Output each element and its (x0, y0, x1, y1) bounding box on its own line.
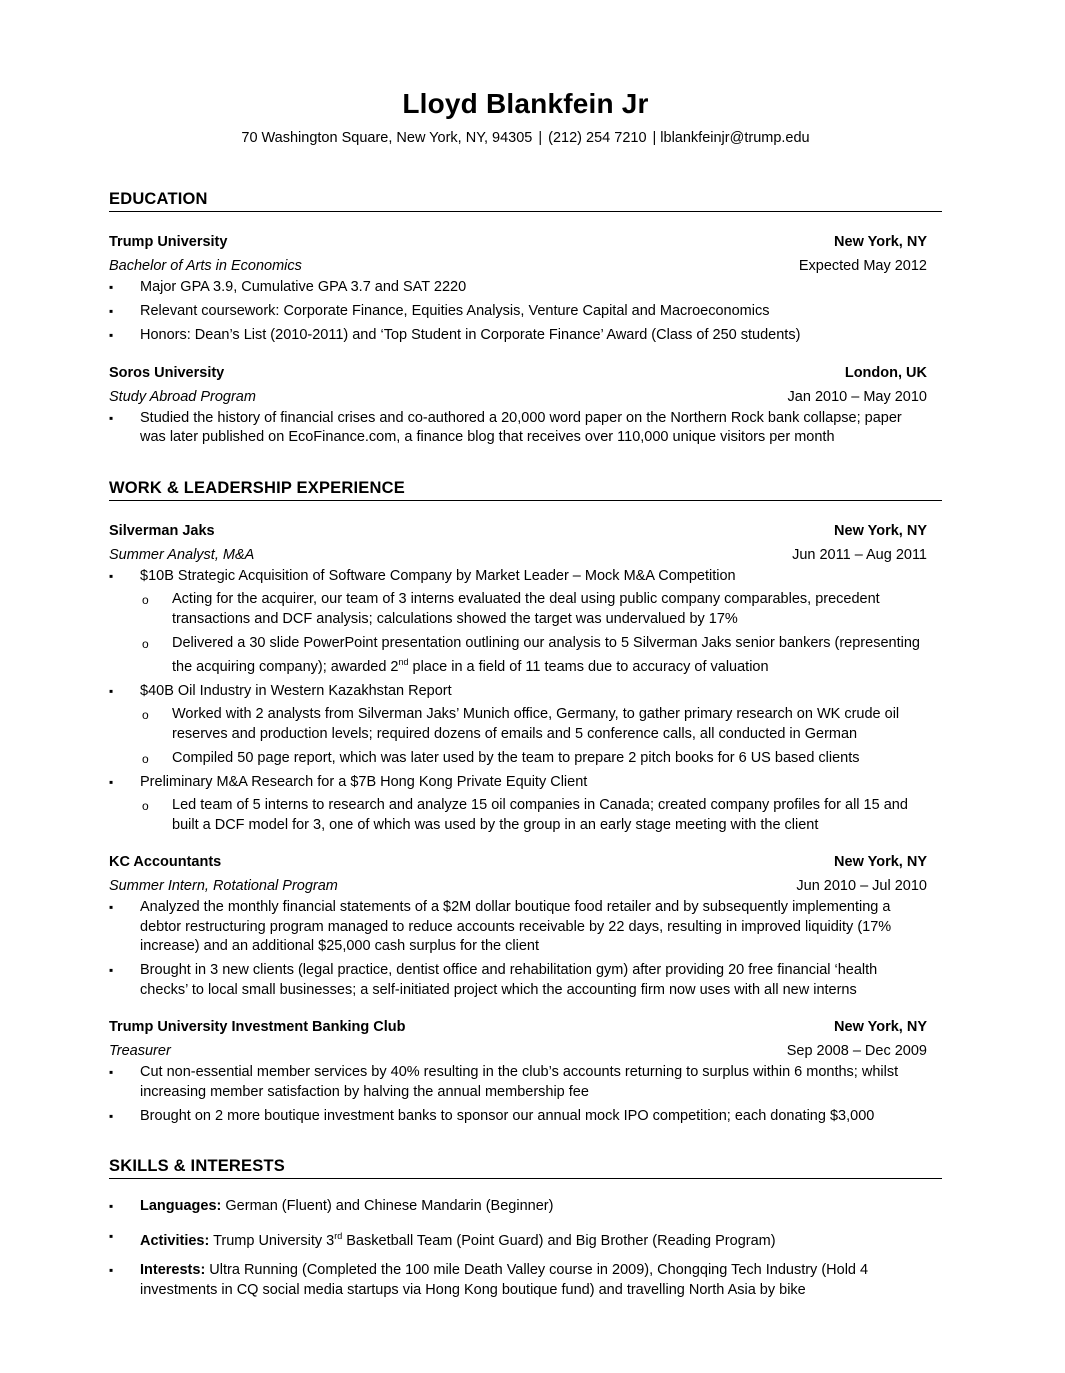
section-education-title: EDUCATION (109, 189, 942, 212)
entry-dates: Jan 2010 – May 2010 (787, 388, 927, 405)
entry-role: Bachelor of Arts in Economics (109, 258, 302, 274)
entry-role: Study Abroad Program (109, 388, 256, 405)
bullet-item: ▪ Relevant coursework: Corporate Finance, Equities Analysis, Venture Capital and Macroeconomics (109, 302, 927, 322)
contact-separator: | (652, 130, 657, 146)
skill-label: Interests: (140, 1262, 206, 1279)
bullet-item: ▪ Brought in 3 new clients (legal practice, dentist office and rehabilitation gym) after providing 20 free financial ‘health checks’ to local small businesses; a self-initiated project which the accounting firm now uses with all new interns (109, 961, 927, 1000)
entry-role: Summer Intern, Rotational Program (109, 878, 338, 895)
contact-phone: (212) 254 7210 (548, 130, 647, 146)
work-entry-silverman (109, 519, 927, 836)
skill-interests: ▪ Interests: Ultra Running (Completed the 100 mile Death Valley course in 2009), Chongqing Tech Industry (Hold 4 investments in CQ social media startups via Hong Kong boutique fund) and travelling North Asia by bike (109, 1261, 942, 1300)
contact-line (109, 128, 942, 148)
candidate-name: Lloyd Blankfein Jr (402, 88, 649, 119)
skill-activities: ▪ Activities: Trump University 3rd Basketball Team (Point Guard) and Big Brother (Reading Program) (109, 1227, 942, 1251)
entry-role: Treasurer (109, 1043, 171, 1060)
sub-bullet-item: o Worked with 2 analysts from Silverman Jaks’ Munich office, Germany, to gather primary research on WK crude oil reserves and production levels; required dozens of emails and 5 conference calls, all conducted in German (109, 705, 927, 744)
education-entry-trump (109, 230, 927, 346)
bullet-item: ▪ Honors: Dean’s List (2010-2011) and ‘Top Student in Corporate Finance’ Award (Class of 250 students) (109, 326, 927, 346)
entry-org: Trump University Investment Banking Club (109, 1019, 406, 1036)
entry-location: New York, NY (834, 522, 927, 539)
bullet-item: ▪ Analyzed the monthly financial statements of a $2M dollar boutique food retailer and by subsequently implementing a debtor restructuring program managed to reduce accounts receivable by 22 days, resulting in improved liquidity (17% increase) and an additional $25,000 cash surplus for the client (109, 898, 927, 957)
skill-label: Activities: (140, 1232, 210, 1249)
skill-label: Languages: (140, 1198, 222, 1215)
project-item (109, 682, 927, 769)
entry-location: New York, NY (834, 1019, 927, 1036)
sub-bullet-item: o Compiled 50 page report, which was later used by the team to prepare 2 pitch books for 6 US based clients (109, 749, 927, 769)
project-item (109, 773, 927, 836)
education-entry-soros (109, 361, 927, 448)
skills-list (109, 1197, 942, 1300)
entry-location: New York, NY (834, 854, 927, 871)
entry-org: Silverman Jaks (109, 522, 215, 539)
section-work-title: WORK & LEADERSHIP EXPERIENCE (109, 478, 942, 501)
bullet-item: ▪ Brought on 2 more boutique investment banks to sponsor our annual mock IPO competition; each donating $3,000 (109, 1107, 927, 1127)
contact-address: 70 Washington Square, New York, NY, 94305 (241, 130, 533, 146)
resume-page (109, 86, 942, 1310)
project-title: $10B Strategic Acquisition of Software Company by Market Leader – Mock M&A Competition (140, 567, 736, 584)
bullet-item: ▪ Cut non-essential member services by 40% resulting in the club’s accounts returning to surplus within 6 months; whilst increasing member satisfaction by halving the annual membership fee (109, 1063, 927, 1102)
contact-email[interactable]: lblankfeinjr@trump.edu (660, 130, 810, 146)
entry-dates: Jun 2011 – Aug 2011 (792, 546, 927, 563)
project-item (109, 567, 927, 678)
entry-role: Summer Analyst, M&A (109, 546, 255, 563)
entry-location: New York, NY (834, 234, 927, 250)
entry-dates: Expected May 2012 (798, 258, 927, 274)
work-entry-ib-club (109, 1015, 927, 1126)
project-title: $40B Oil Industry in Western Kazakhstan Report (140, 682, 452, 699)
sub-bullet-item: o Led team of 5 interns to research and analyze 15 oil companies in Canada; created company profiles for all 15 and built a DCF model for 3, one of which was used by the group in an early stage meeting with the client (109, 796, 927, 835)
work-entry-kc-accountants (109, 850, 927, 1000)
sub-bullet-item: o Acting for the acquirer, our team of 3 interns evaluated the deal using public company comparables, precedent transactions and DCF analysis; calculations showed the target was undervalued by 17% (109, 590, 927, 629)
contact-separator: | (538, 130, 543, 146)
bullet-item: ▪ Major GPA 3.9, Cumulative GPA 3.7 and SAT 2220 (109, 278, 927, 298)
entry-org: Soros University (109, 364, 225, 381)
section-skills-title: SKILLS & INTERESTS (109, 1156, 942, 1179)
project-title: Preliminary M&A Research for a $7B Hong Kong Private Equity Client (140, 773, 588, 790)
entry-org: Trump University (109, 234, 228, 250)
skill-languages: ▪ Languages: German (Fluent) and Chinese Mandarin (Beginner) (109, 1197, 942, 1217)
bullet-item: ▪ Studied the history of financial crises and co-authored a 20,000 word paper on the Northern Rock bank collapse; paper was later published on EcoFinance.com, a finance blog that receives over 110,000 unique visitors per month (109, 409, 927, 448)
entry-location: London, UK (844, 364, 927, 381)
sub-bullet-item: o Delivered a 30 slide PowerPoint presentation outlining our analysis to 5 Silverman Jaks senior bankers (representing the acquiring company); awarded 2nd place in a field of 11 teams due to accuracy of valuation (109, 634, 927, 678)
entry-dates: Sep 2008 – Dec 2009 (786, 1043, 927, 1060)
entry-org: KC Accountants (109, 854, 222, 871)
entry-dates: Jun 2010 – Jul 2010 (796, 878, 927, 895)
